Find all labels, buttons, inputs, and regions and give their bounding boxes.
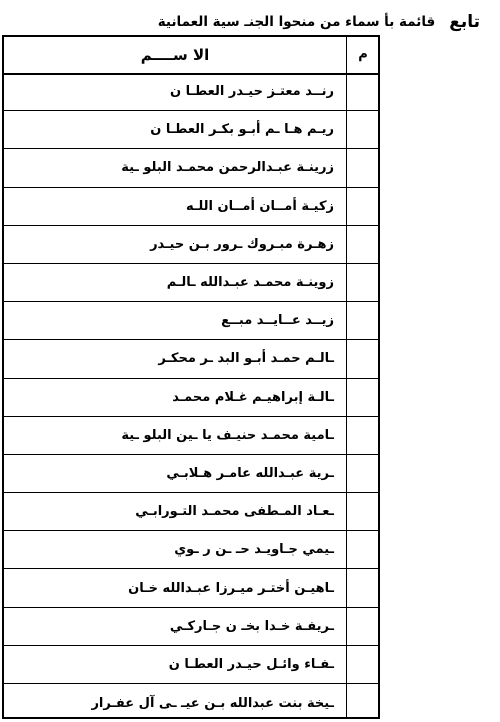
table-row — [4, 264, 378, 302]
row-number-cell — [348, 493, 378, 530]
table-row — [4, 226, 378, 264]
person-name: ـالـة إبراهيـم غـلام محمـد — [172, 389, 334, 405]
row-number-cell — [348, 264, 378, 301]
person-name: زوينـة محمـد عبـدالله ـالـم — [166, 275, 334, 291]
row-number-cell — [348, 302, 378, 339]
table-row — [4, 73, 378, 111]
person-name: ـعـاد المـطفى محمـد التـورابـي — [135, 504, 334, 520]
page-header — [100, 10, 480, 34]
row-number-cell — [348, 379, 378, 416]
table-header-row — [4, 37, 378, 75]
person-name: ريـم هـا ـم أبـو بكـر العطـا ن — [150, 122, 334, 138]
person-name: ـالـم حمـد أبـو البد ـر محكـر — [158, 351, 334, 367]
person-name: ـيخة بنت عبدالله بـن عيـ ـى آل عفـرار — [91, 695, 334, 711]
table-body — [4, 73, 378, 717]
person-name: زكيـة أمــان أمــان اللـه — [186, 198, 334, 214]
row-number-cell — [348, 188, 378, 225]
row-number-cell — [348, 531, 378, 568]
table-row — [4, 531, 378, 569]
names-table — [2, 35, 380, 719]
table-row — [4, 302, 378, 340]
row-number-cell — [348, 226, 378, 263]
person-name: ـامية محمـد حنيـف يا ـين البلو ـية — [121, 427, 334, 443]
table-row — [4, 111, 378, 149]
person-name: ـيمي جـاويـد حـ ـن ر ـوي — [174, 542, 334, 558]
person-name: زرينـة عبـدالرحمن محمـد البلو ـية — [121, 160, 334, 176]
table-row — [4, 188, 378, 226]
person-name: ـريفـة خـدا بخـ ن جـاركـي — [169, 618, 334, 634]
person-name: زهـرة مبـروك ـرور بـن حيـدر — [150, 236, 334, 252]
person-name: رنــد معتـز حيـدر العطـا ن — [170, 84, 334, 100]
row-number-cell — [348, 646, 378, 683]
document-title: قائمة بأ سماء من منحوا الجنـ سية العمانية — [157, 14, 436, 30]
row-number-cell — [348, 73, 378, 110]
row-number-cell — [348, 684, 378, 722]
row-number-cell — [348, 340, 378, 377]
table-row — [4, 684, 378, 722]
table-row — [4, 149, 378, 187]
row-number-cell — [348, 111, 378, 148]
row-number-cell — [348, 569, 378, 606]
person-name: ـرية عبـدالله عامـر هـلابـي — [166, 465, 334, 481]
row-number-cell — [348, 149, 378, 186]
table-row — [4, 608, 378, 646]
table-row — [4, 646, 378, 684]
table-row — [4, 379, 378, 417]
person-name: ـاهيـن أختـر ميـرزا عبـدالله خـان — [128, 580, 334, 596]
table-row — [4, 417, 378, 455]
number-column-header: م — [358, 47, 368, 62]
person-name: زيــد عــايــد مبــع — [221, 313, 334, 329]
continued-label: تابع — [449, 12, 480, 32]
name-column-header: الا ســــم — [140, 46, 210, 64]
person-name: ـفـاء وائـل حيـدر العطـا ن — [168, 656, 334, 672]
table-row — [4, 340, 378, 378]
row-number-cell — [348, 417, 378, 454]
table-row — [4, 569, 378, 607]
row-number-cell — [348, 608, 378, 645]
table-row — [4, 493, 378, 531]
table-row — [4, 455, 378, 493]
row-number-cell — [348, 455, 378, 492]
